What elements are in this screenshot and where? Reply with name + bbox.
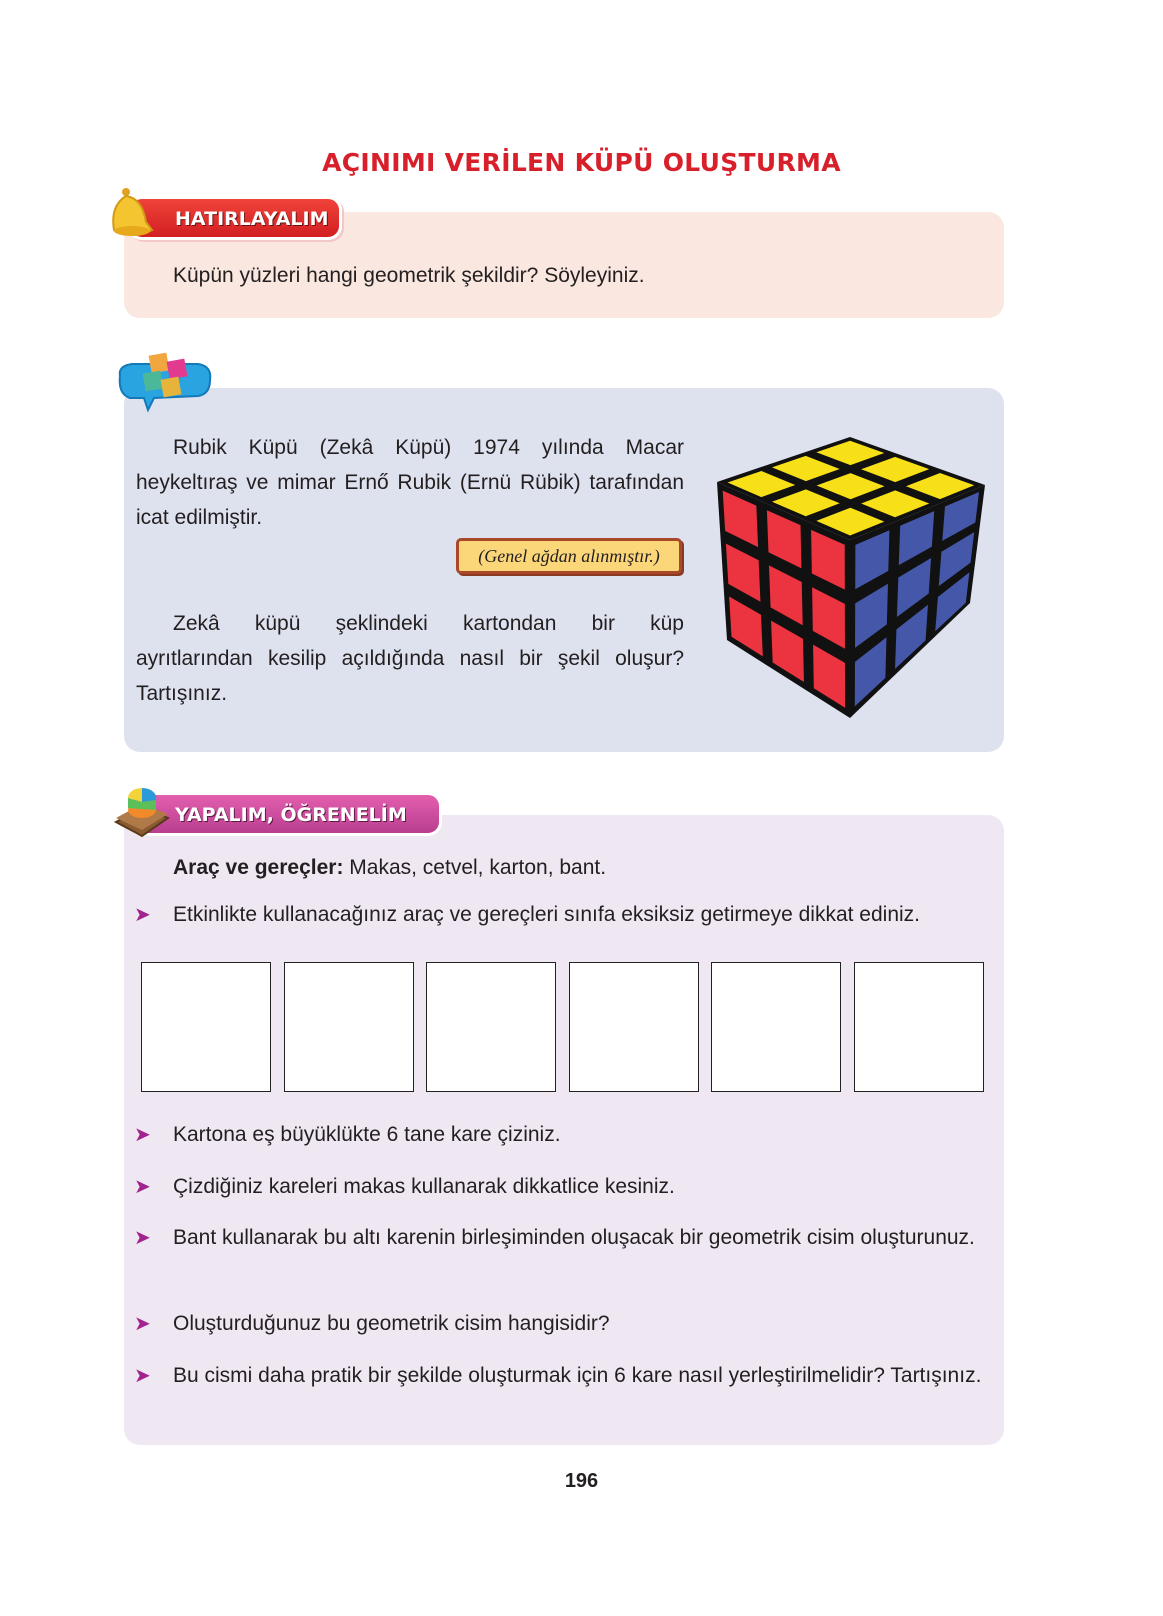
tools-label: Araç ve gereçler: bbox=[173, 856, 344, 879]
arrow-bullet-icon: ➤ bbox=[134, 1124, 151, 1146]
empty-square-3 bbox=[426, 962, 556, 1092]
info-paragraph-1: Rubik Küpü (Zekâ Küpü) 1974 yılında Macar heykeltıraş ve mimar Ernő Rubik (Ernü Rübik) tarafından icat edilmiştir. bbox=[136, 436, 684, 529]
remember-badge: HATIRLAYALIM bbox=[128, 196, 342, 240]
rubiks-cube-image bbox=[0, 0, 1163, 760]
step-6: Bu cismi daha pratik bir şekilde oluşturmak için 6 kare nasıl yerleştirilmelidir? Tartışınız. bbox=[173, 1364, 982, 1387]
book-chart-icon bbox=[112, 782, 172, 840]
arrow-bullet-icon: ➤ bbox=[134, 1176, 151, 1198]
arrow-bullet-icon: ➤ bbox=[134, 1227, 151, 1249]
step-2: Kartona eş büyüklükte 6 tane kare çiziniz. bbox=[173, 1123, 561, 1146]
arrow-bullet-icon: ➤ bbox=[134, 904, 151, 926]
step-4: Bant kullanarak bu altı karenin birleşiminden oluşacak bir geometrik cisim oluşturunuz. bbox=[173, 1226, 975, 1249]
arrow-bullet-icon: ➤ bbox=[134, 1313, 151, 1335]
empty-square-6 bbox=[854, 962, 984, 1092]
info-paragraph-2: Zekâ küpü şeklindeki kartondan bir küp ayrıtlarından kesilip açıldığında nasıl bir şekil oluşur? Tartışınız. bbox=[136, 612, 684, 705]
empty-square-4 bbox=[569, 962, 699, 1092]
empty-square-2 bbox=[284, 962, 414, 1092]
step-1: Etkinlikte kullanacağınız araç ve gereçleri sınıfa eksiksiz getirmeye dikkat ediniz. bbox=[173, 903, 920, 926]
remember-question: Küpün yüzleri hangi geometrik şekildir? Söyleyiniz. bbox=[173, 264, 645, 287]
arrow-bullet-icon: ➤ bbox=[134, 1365, 151, 1387]
empty-square-5 bbox=[711, 962, 841, 1092]
tools-list: Makas, cetvel, karton, bant. bbox=[343, 856, 607, 879]
step-5: Oluşturduğunuz bu geometrik cisim hangisidir? bbox=[173, 1312, 610, 1335]
source-label: (Genel ağdan alınmıştır.) bbox=[456, 538, 682, 574]
page-title: AÇINIMI VERİLEN KÜPÜ OLUŞTURMA bbox=[322, 148, 841, 177]
page-number: 196 bbox=[564, 1470, 599, 1492]
tools-line bbox=[173, 850, 606, 885]
step-3: Çizdiğiniz kareleri makas kullanarak dikkatlice kesiniz. bbox=[173, 1175, 675, 1198]
empty-square-1 bbox=[141, 962, 271, 1092]
activity-badge: YAPALIM, ÖĞRENELİM bbox=[128, 792, 442, 836]
